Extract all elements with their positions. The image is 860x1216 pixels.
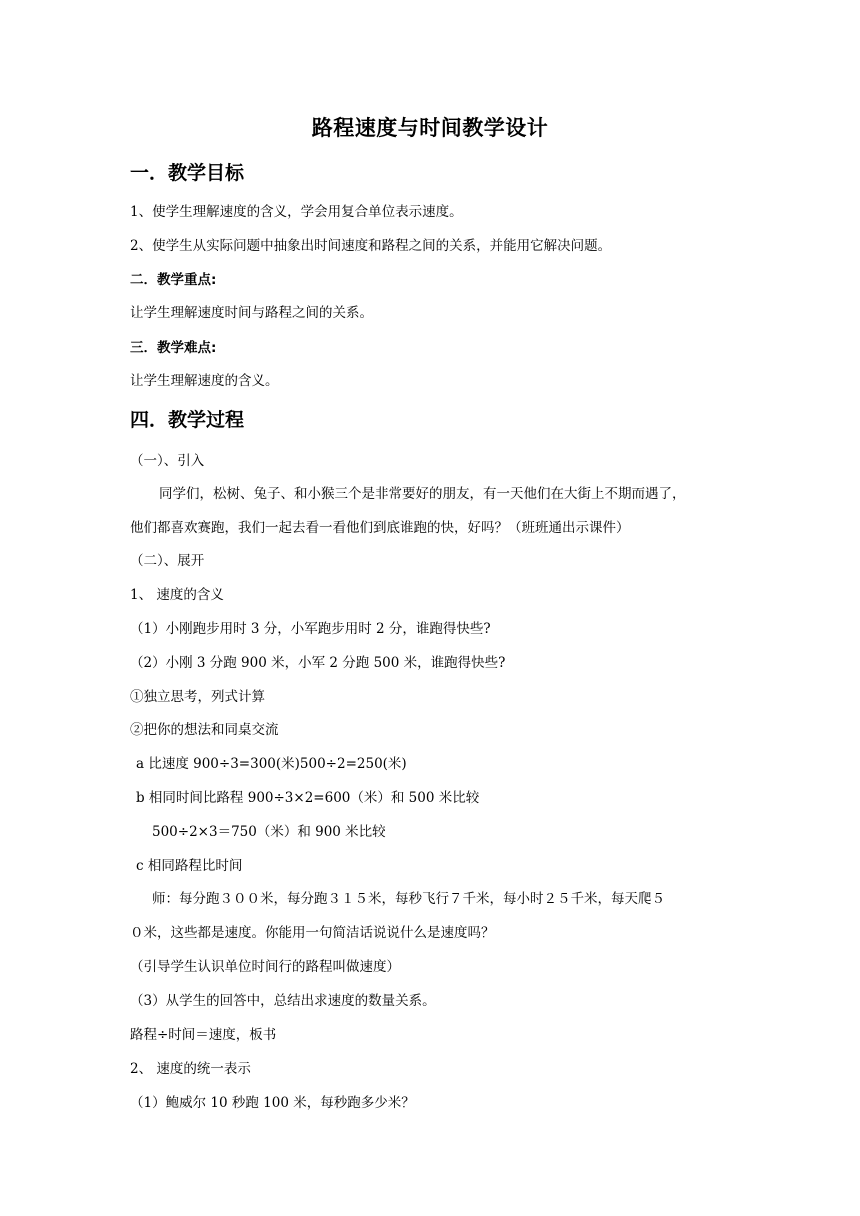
- paragraph: ①独立思考，列式计算: [130, 689, 265, 705]
- paragraph: （二）、展开: [130, 553, 205, 569]
- paragraph: （引导学生认识单位时间行的路程叫做速度）: [130, 959, 400, 975]
- paragraph: c 相同路程比时间: [136, 858, 243, 874]
- section-heading-objectives: 一．教学目标: [130, 162, 245, 184]
- paragraph: 同学们，松树、兔子、和小猴三个是非常要好的朋友，有一天他们在大街上不期而遇了，: [159, 486, 686, 502]
- paragraph: ②把你的想法和同桌交流: [130, 722, 279, 738]
- paragraph: （3）从学生的回答中，总结出求速度的数量关系。: [130, 993, 436, 1009]
- paragraph: 2、使学生从实际问题中抽象出时间速度和路程之间的关系，并能用它解决问题。: [130, 238, 612, 254]
- paragraph: 师：每分跑３００米，每分跑３１５米，每秒飞行７千米，每小时２５千米，每天爬５: [152, 891, 665, 907]
- paragraph: 路程÷时间＝速度，板书: [130, 1027, 277, 1043]
- paragraph: 让学生理解速度时间与路程之间的关系。: [130, 305, 373, 321]
- paragraph: 让学生理解速度的含义。: [130, 373, 279, 389]
- paragraph: 他们都喜欢赛跑，我们一起去看一看他们到底谁跑的快，好吗？（班班通出示课件）: [130, 520, 630, 536]
- section-heading-difficulties: 三．教学难点:: [130, 340, 217, 356]
- section-heading-process: 四．教学过程: [130, 409, 245, 431]
- paragraph: （1）鲍威尔 10 秒跑 100 米，每秒跑多少米？: [130, 1095, 415, 1111]
- document-title: 路程速度与时间教学设计: [311, 116, 549, 140]
- paragraph: （2）小刚 3 分跑 900 米，小军 2 分跑 500 米，谁跑得快些?: [130, 655, 506, 671]
- paragraph: a 比速度 900÷3=300(米)500÷2=250(米): [136, 756, 407, 772]
- paragraph: b 相同时间比路程 900÷3×2=600（米）和 500 米比较: [136, 790, 480, 806]
- paragraph: 500÷2×3＝750（米）和 900 米比较: [152, 824, 386, 840]
- paragraph: ０米，这些都是速度。你能用一句简洁话说说什么是速度吗？: [130, 925, 495, 941]
- section-heading-key-points: 二．教学重点:: [130, 272, 217, 288]
- paragraph: 1、 速度的含义: [130, 587, 224, 603]
- paragraph: （一）、引入: [130, 453, 205, 469]
- paragraph: 1、使学生理解速度的含义，学会用复合单位表示速度。: [130, 204, 463, 220]
- paragraph: 2、 速度的统一表示: [130, 1061, 251, 1077]
- paragraph: （1）小刚跑步用时 3 分，小军跑步用时 2 分，谁跑得快些?: [130, 621, 491, 637]
